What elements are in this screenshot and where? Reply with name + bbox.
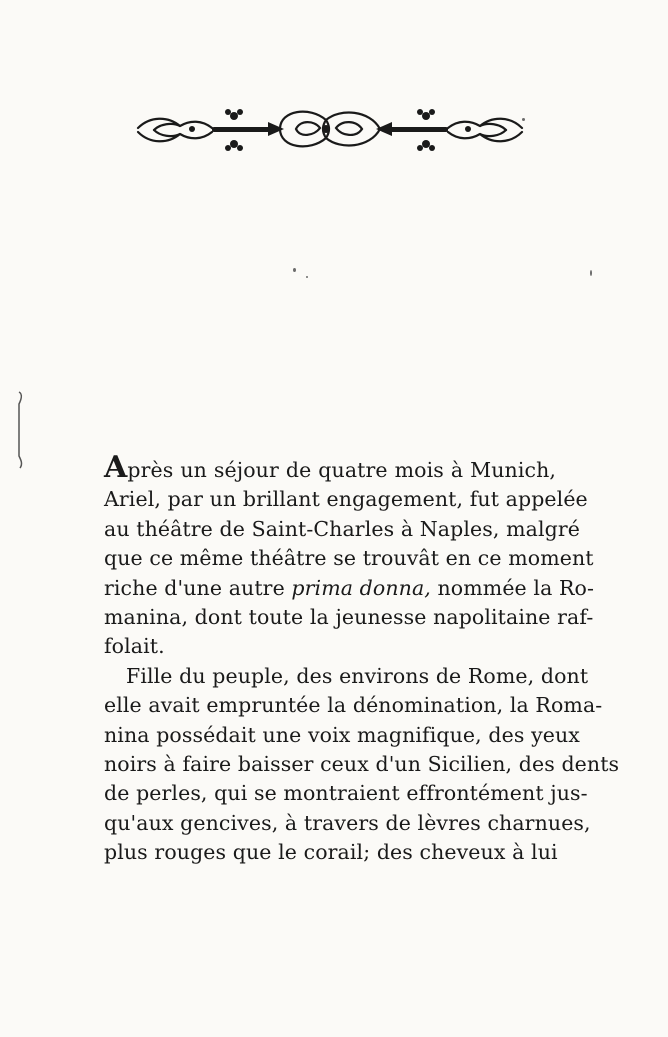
text-line: Après un séjour de quatre mois à Munich, — [104, 450, 556, 485]
text-line: folait. — [104, 634, 165, 659]
drop-cap: A — [104, 450, 128, 485]
italic-term: prima donna, — [291, 575, 431, 600]
binding-mark — [15, 390, 25, 470]
text-line: plus rouges que le corail; des cheveux à lui — [104, 840, 558, 865]
text-line: Fille du peuple, des environs de Rome, dont — [126, 663, 589, 688]
paper-speck — [590, 270, 592, 276]
paragraph-2 — [104, 662, 620, 868]
text-line: noirs à faire baisser ceux d'un Sicilien, des dents — [104, 752, 620, 777]
text-line: Ariel, par un brillant engagement, fut appelée — [104, 487, 588, 512]
text-line: nina possédait une voix magnifique, des yeux — [104, 722, 580, 747]
text-line: elle avait empruntée la dénomination, la Roma- — [104, 693, 603, 718]
text-line: manina, dont toute la jeunesse napolitaine raf- — [104, 605, 594, 630]
text-line: que ce même théâtre se trouvât en ce moment — [104, 546, 594, 571]
body-text — [104, 450, 620, 868]
decorative-headpiece-ornament — [130, 98, 530, 160]
paper-speck — [522, 118, 525, 121]
paragraph-1 — [104, 450, 595, 662]
text-line: au théâtre de Saint-Charles à Naples, malgré — [104, 516, 580, 541]
paper-speck — [293, 268, 296, 272]
text-line: de perles, qui se montraient effrontément jus- — [104, 781, 588, 806]
text-line: riche d'une autre prima donna, nommée la Ro- — [104, 575, 595, 600]
paper-speck — [306, 276, 308, 278]
text-line: qu'aux gencives, à travers de lèvres charnues, — [104, 810, 591, 835]
